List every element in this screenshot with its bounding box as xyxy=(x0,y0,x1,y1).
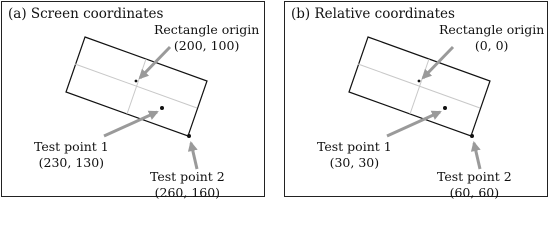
origin-label-text: Rectangle origin xyxy=(154,22,260,37)
test-point-2-label xyxy=(150,169,225,201)
test-point-1-label xyxy=(317,139,392,171)
rectangle-origin-point xyxy=(135,80,138,83)
test-point-1-label xyxy=(34,139,109,171)
rectangle-origin-point xyxy=(418,80,421,83)
origin-coords: (200, 100) xyxy=(173,38,240,53)
test-point-1-label-text: Test point 1 xyxy=(34,139,109,154)
test-point-2-coords: (60, 60) xyxy=(449,185,500,200)
rectangle-origin-label xyxy=(154,22,259,54)
test-point-2-label-text: Test point 2 xyxy=(150,169,225,184)
vertical-guide xyxy=(127,59,146,114)
panel-relative-coordinates xyxy=(284,1,548,200)
test-point-2-coords: (260, 160) xyxy=(154,185,221,200)
panel-title: (a) Screen coordinates xyxy=(8,6,164,22)
origin-coords: (0, 0) xyxy=(474,38,509,53)
test-point-2-arrow xyxy=(191,143,197,169)
panel-title: (b) Relative coordinates xyxy=(291,6,455,22)
test-point-2-arrow xyxy=(474,143,480,169)
test-point-1-coords: (30, 30) xyxy=(329,155,380,170)
origin-label-text: Rectangle origin xyxy=(439,22,545,37)
vertical-guide xyxy=(410,59,429,114)
panel-screen-coordinates xyxy=(1,1,265,200)
test-point-1-label-text: Test point 1 xyxy=(317,139,392,154)
test-point-1-coords: (230, 130) xyxy=(38,155,105,170)
test-point-2-label-text: Test point 2 xyxy=(437,169,512,184)
test-point-1 xyxy=(160,106,164,110)
test-point-2 xyxy=(187,134,191,138)
rectangle-origin-label xyxy=(439,22,544,54)
test-point-2-label xyxy=(437,169,512,201)
test-point-2 xyxy=(470,134,474,138)
test-point-1 xyxy=(443,106,447,110)
